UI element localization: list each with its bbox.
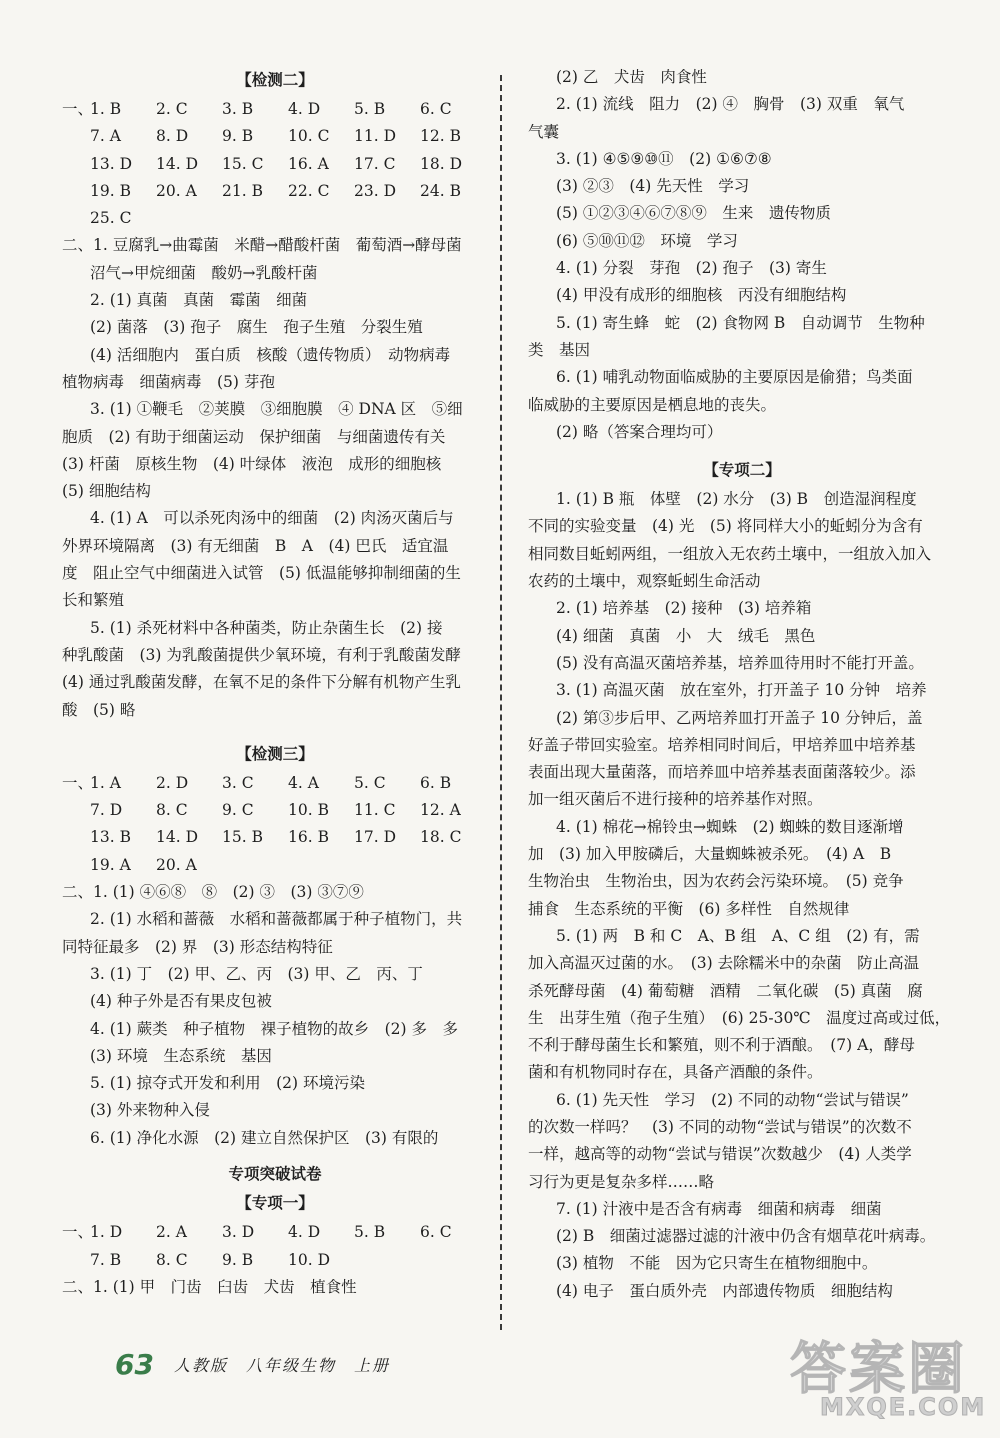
answer-line: 不同的实验变量 (4) 光 (5) 将同样大小的蚯蚓分为含有 xyxy=(528,517,923,536)
answer-line: 二、1. (1) ④⑥⑧ ⑧ (2) ③ (3) ③⑦⑨ xyxy=(62,883,364,902)
answer-item: 3. B xyxy=(222,100,254,118)
answer-item: 15. C xyxy=(222,154,264,173)
answer-item: 19. A xyxy=(90,855,131,874)
page-footer xyxy=(115,1344,390,1384)
part-title: 专项突破试卷 xyxy=(228,1163,322,1183)
footer-text: 人教版 八年级生物 上册 xyxy=(173,1355,390,1375)
answer-line: 植物病毒 细菌病毒 (5) 芽孢 xyxy=(62,372,275,391)
answer-line: 二、1. 豆腐乳→曲霉菌 米醋→醋酸杆菌 葡萄酒→酵母菌 xyxy=(62,236,462,255)
answer-line: 长和繁殖 xyxy=(62,591,125,610)
answer-item: 2. A xyxy=(156,1223,187,1242)
answer-line: 二、1. (1) 甲 门齿 臼齿 犬齿 植食性 xyxy=(62,1277,357,1296)
answer-line: 农药的土壤中，观察蚯蚓生命活动 xyxy=(528,572,761,591)
answer-line: 2. (1) 真菌 真菌 霉菌 细菌 xyxy=(90,291,308,310)
answer-item: 9. C xyxy=(222,801,254,820)
page-number: 63 xyxy=(115,1347,154,1381)
answer-line: (5) ①②③④⑥⑦⑧⑨ 生来 遗传物质 xyxy=(556,204,831,223)
answer-item: 21. B xyxy=(222,181,263,200)
answer-line: 2. (1) 水稻和蔷薇 水稻和蔷薇都属于种子植物门，共 xyxy=(90,910,463,929)
answer-line: 的次数一样吗？ (3) 不同的动物“尝试与错误”的次数不 xyxy=(528,1117,912,1136)
answer-item: 2. D xyxy=(156,773,189,792)
answer-item: 6. C xyxy=(420,1223,452,1242)
answer-item: 3. C xyxy=(222,773,254,792)
answer-row xyxy=(62,205,488,232)
answer-item: 20. A xyxy=(156,181,197,200)
row-lead xyxy=(62,205,90,232)
answer-line: 杀死酵母菌 (4) 葡萄糖 酒精 二氧化碳 (5) 真菌 腐 xyxy=(528,981,923,1000)
answer-line: 4. (1) A 可以杀死肉汤中的细菌 (2) 肉汤灭菌后与 xyxy=(90,509,454,528)
answer-item: 9. B xyxy=(222,1250,254,1269)
answer-item: 17. C xyxy=(354,154,396,173)
answer-item: 4. D xyxy=(288,100,321,118)
answer-row xyxy=(62,852,488,879)
answer-item: 8. D xyxy=(156,127,189,146)
answer-line: (4) 细菌 真菌 小 大 绒毛 黑色 xyxy=(556,626,816,645)
answer-item: 6. B xyxy=(420,773,452,792)
answer-line: 3. (1) ④⑤⑨⑩⑪ (2) ①⑥⑦⑧ xyxy=(556,149,772,168)
answer-row xyxy=(62,1219,488,1246)
answer-line: 5. (1) 寄生蜂 蛇 (2) 食物网 B 自动调节 生物种 xyxy=(556,313,925,332)
answer-item: 7. B xyxy=(90,1250,122,1269)
answer-line: 5. (1) 掠夺式开发和利用 (2) 环境污染 xyxy=(90,1074,365,1093)
answer-item: 7. D xyxy=(90,801,123,820)
answer-row xyxy=(62,96,488,123)
answer-line: 酸 (5) 略 xyxy=(62,700,136,719)
answer-line: (4) 活细胞内 蛋白质 核酸（遗传物质） 动物病毒 xyxy=(90,345,451,364)
answer-line: (4) 甲没有成形的细胞核 丙没有细胞结构 xyxy=(556,286,847,305)
answer-line: (2) 略（答案合理均可） xyxy=(556,422,723,441)
answer-line: 3. (1) ①鞭毛 ②荚膜 ③细胞膜 ④ DNA 区 ⑤细 xyxy=(90,400,463,419)
answer-line: (3) 外来物种入侵 xyxy=(90,1101,210,1120)
answer-item: 18. D xyxy=(420,154,463,173)
answer-line: 4. (1) 蕨类 种子植物 裸子植物的故乡 (2) 多 多 xyxy=(90,1019,458,1038)
answer-line: 好盖子带回实验室。培养相同时间后，甲培养皿中培养基 xyxy=(528,735,916,754)
answer-item: 6. C xyxy=(420,100,452,118)
answer-item: 23. D xyxy=(354,181,397,200)
answer-line: 胞质 (2) 有助于细菌运动 保护细菌 与细菌遗传有关 xyxy=(62,427,446,446)
answer-item: 3. D xyxy=(222,1223,255,1242)
answer-item: 12. B xyxy=(420,127,461,146)
spacer xyxy=(528,446,956,454)
answer-line: 种乳酸菌 (3) 为乳酸菌提供少氧环境，有利于乳酸菌发酵 xyxy=(62,645,461,664)
answer-line: (3) 植物 不能 因为它只寄生在植物细胞中。 xyxy=(556,1254,878,1273)
answer-line: (2) 菌落 (3) 孢子 腐生 孢子生殖 分裂生殖 xyxy=(90,318,423,337)
right-column xyxy=(528,64,956,1305)
answer-item: 14. D xyxy=(156,828,199,847)
row-lead: 一、 xyxy=(62,773,94,792)
answer-line: 生 出芽生殖（孢子生殖） (6) 25-30℃ 温度过高或过低， xyxy=(528,1008,951,1027)
answer-item: 16. A xyxy=(288,154,329,173)
answer-line: (2) 乙 犬齿 肉食性 xyxy=(556,68,707,86)
answer-line: (3) 杆菌 原核生物 (4) 叶绿体 液泡 成形的细胞核 xyxy=(62,454,442,473)
answer-line: 气囊 xyxy=(528,122,560,141)
column-divider xyxy=(500,75,502,1330)
answer-item: 15. B xyxy=(222,828,263,847)
answer-line: 一样，越高等的动物“尝试与错误”次数越少 (4) 人类学 xyxy=(528,1145,912,1164)
answer-line: 类 基因 xyxy=(528,340,591,359)
answer-line: 5. (1) 杀死材料中各种菌类，防止杂菌生长 (2) 接 xyxy=(90,618,443,637)
answer-line: 度 阻止空气中细菌进入试管 (5) 低温能够抑制细菌的生 xyxy=(62,564,461,583)
row-lead xyxy=(62,1247,90,1274)
answer-item: 1. A xyxy=(90,773,121,792)
answer-line: 4. (1) 分裂 芽孢 (2) 孢子 (3) 寄生 xyxy=(556,259,827,278)
answer-line: 1. (1) B 瓶 体壁 (2) 水分 (3) B 创造湿润程度 xyxy=(556,490,917,509)
answer-row xyxy=(62,770,488,797)
answer-item: 20. A xyxy=(156,855,197,874)
answer-item: 4. D xyxy=(288,1223,321,1242)
answer-line: 6. (1) 净化水源 (2) 建立自然保护区 (3) 有限的 xyxy=(90,1128,439,1147)
answer-row xyxy=(62,151,488,178)
spacer xyxy=(62,724,488,738)
answer-item: 10. C xyxy=(288,127,330,146)
answer-line: 5. (1) 两 B 和 C A、B 组 A、C 组 (2) 有，需 xyxy=(556,926,920,945)
answer-item: 11. D xyxy=(354,127,397,146)
answer-item: 17. D xyxy=(354,828,397,847)
answer-line: 加入高温灭过菌的水。 (3) 去除糯米中的杂菌 防止高温 xyxy=(528,954,920,973)
answer-row xyxy=(62,178,488,205)
section-heading: 【专项一】 xyxy=(236,1193,314,1213)
row-lead: 一、 xyxy=(62,1223,94,1242)
answer-item: 13. B xyxy=(90,828,131,847)
answer-line: 2. (1) 培养基 (2) 接种 (3) 培养箱 xyxy=(556,599,812,618)
spacer xyxy=(62,1152,488,1160)
row-lead: 一、 xyxy=(62,100,94,118)
answer-line: (4) 电子 蛋白质外壳 内部遗传物质 细胞结构 xyxy=(556,1281,893,1300)
answer-line: (3) 环境 生态系统 基因 xyxy=(90,1046,272,1065)
answer-line: 6. (1) 哺乳动物面临威胁的主要原因是偷猎；鸟类面 xyxy=(556,368,913,387)
answer-line: 加 (3) 加入甲胺磷后，大量蜘蛛被杀死。 (4) A B xyxy=(528,845,892,864)
answer-line: 4. (1) 棉花→棉铃虫→蜘蛛 (2) 蜘蛛的数目逐渐增 xyxy=(556,817,904,836)
answer-line: (5) 细胞结构 xyxy=(62,482,151,501)
answer-line: 3. (1) 高温灭菌 放在室外，打开盖子 10 分钟 培养 xyxy=(556,681,927,700)
answer-item: 18. C xyxy=(420,828,462,847)
answer-item: 2. C xyxy=(156,100,188,118)
answer-item: 12. A xyxy=(420,801,461,820)
answer-line: 外界环境隔离 (3) 有无细菌 B A (4) 巴氏 适宜温 xyxy=(62,536,449,555)
answer-line: 3. (1) 丁 (2) 甲、乙、丙 (3) 甲、乙 丙、丁 xyxy=(90,964,423,983)
section-heading: 【专项二】 xyxy=(703,460,781,480)
answer-item: 16. B xyxy=(288,828,329,847)
answer-item: 25. C xyxy=(90,209,132,228)
answer-line: 不利于酵母菌生长和繁殖，则不利于酒酿。 (7) A，酵母 xyxy=(528,1036,915,1055)
answer-item: 8. C xyxy=(156,801,188,820)
answer-line: (4) 种子外是否有果皮包被 xyxy=(90,992,272,1011)
answer-line: (4) 通过乳酸菌发酵，在氧不足的条件下分解有机物产生乳 xyxy=(62,673,461,692)
answer-line: (2) 第③步后甲、乙两培养皿打开盖子 10 分钟后，盖 xyxy=(556,708,923,727)
answer-item: 5. C xyxy=(354,773,386,792)
row-lead xyxy=(62,123,90,150)
answer-line: 菌和有机物同时存在，具备产酒酿的条件。 xyxy=(528,1063,823,1082)
answer-item: 1. D xyxy=(90,1223,123,1242)
answer-item: 8. C xyxy=(156,1250,188,1269)
answer-line: 7. (1) 汁液中是否含有病毒 细菌和病毒 细菌 xyxy=(556,1199,882,1218)
answer-row xyxy=(62,123,488,150)
row-lead xyxy=(62,824,90,851)
answer-row xyxy=(62,797,488,824)
section-heading: 【检测三】 xyxy=(236,743,314,763)
answer-line: 沼气→甲烷细菌 酸奶→乳酸杆菌 xyxy=(90,263,318,282)
answer-line: (2) B 细菌过滤器过滤的汁液中仍含有烟草花叶病毒。 xyxy=(556,1227,936,1246)
answer-item: 4. A xyxy=(288,773,319,792)
section-heading: 【检测二】 xyxy=(236,70,314,89)
answer-item: 11. C xyxy=(354,801,396,820)
answer-line: 表面出现大量菌落，而培养皿中培养基表面菌落较少。添 xyxy=(528,763,916,782)
answer-line: (3) ②③ (4) 先天性 学习 xyxy=(556,177,750,196)
row-lead xyxy=(62,151,90,178)
answer-line: 相同数目蚯蚓两组，一组放入无农药土壤中，一组放入加入 xyxy=(528,544,932,563)
answer-row xyxy=(62,824,488,851)
answer-line: (5) 没有高温灭菌培养基，培养皿待用时不能打开盖。 xyxy=(556,653,924,672)
answer-item: 22. C xyxy=(288,181,330,200)
answer-item: 13. D xyxy=(90,154,133,173)
answer-line: 2. (1) 流线 阻力 (2) ④ 胸骨 (3) 双重 氧气 xyxy=(556,95,905,114)
left-column xyxy=(62,64,488,1301)
answer-item: 1. B xyxy=(90,100,122,118)
answer-item: 9. B xyxy=(222,127,254,146)
watermark-url: MXQE.COM xyxy=(820,1393,987,1421)
answer-line: 生物治虫 生物治虫，因为农药会污染环境。 (5) 竞争 xyxy=(528,872,904,891)
watermark-text: 答案圈 xyxy=(790,1337,967,1402)
answer-item: 10. B xyxy=(288,801,329,820)
answer-line: 临威胁的主要原因是栖息地的丧失。 xyxy=(528,395,777,414)
answer-item: 7. A xyxy=(90,127,121,146)
answer-item: 10. D xyxy=(288,1250,331,1269)
answer-line: (6) ⑤⑩⑪⑫ 环境 学习 xyxy=(556,231,738,250)
answer-item: 19. B xyxy=(90,181,131,200)
answer-row xyxy=(62,1247,488,1274)
answer-item: 5. B xyxy=(354,100,386,118)
answer-line: 习行为更是复杂多样……略 xyxy=(528,1172,715,1191)
answer-item: 14. D xyxy=(156,154,199,173)
watermark-logo xyxy=(790,1325,990,1430)
answer-line: 6. (1) 先天性 学习 (2) 不同的动物“尝试与错误” xyxy=(556,1090,909,1109)
answer-line: 加一组灭菌后不进行接种的培养基作对照。 xyxy=(528,790,823,809)
answer-item: 5. B xyxy=(354,1223,386,1242)
answer-line: 捕食 生态系统的平衡 (6) 多样性 自然规律 xyxy=(528,899,850,918)
row-lead xyxy=(62,178,90,205)
answer-line: 同特征最多 (2) 界 (3) 形态结构特征 xyxy=(62,937,333,956)
row-lead xyxy=(62,797,90,824)
row-lead xyxy=(62,852,90,879)
answer-item: 24. B xyxy=(420,181,461,200)
